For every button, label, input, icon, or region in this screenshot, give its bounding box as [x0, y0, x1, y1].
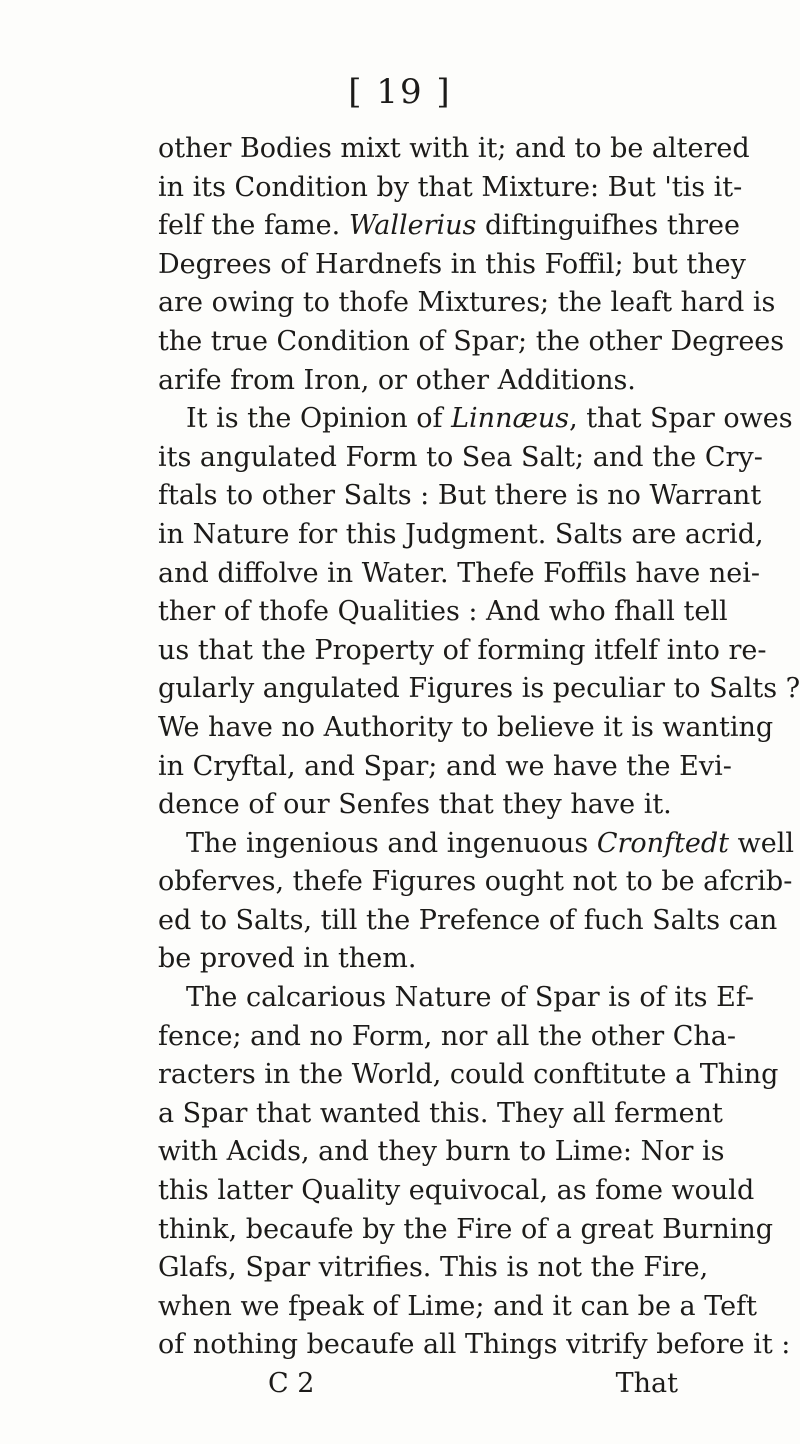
text-line [158, 439, 763, 478]
text-segment: It is the Opinion of [186, 403, 452, 435]
text-line [158, 1172, 755, 1211]
text-line [158, 169, 743, 208]
text-segment: Glafs, Spar vitrifies. This is not the Fire, [158, 1252, 709, 1284]
text-segment: arife from Iron, or other Additions. [158, 364, 636, 396]
text-segment: in its Condition by that Mixture: But 'tis it- [158, 171, 743, 203]
page-footer [158, 1365, 678, 1404]
text-line [158, 863, 793, 902]
text-segment: are owing to thofe Mixtures; the leaft hard is [158, 287, 776, 319]
text-line [158, 670, 800, 709]
text-segment: The ingenious and ingenuous [186, 827, 597, 859]
text-segment: in Cryftal, and Spar; and we have the Evi- [158, 750, 732, 782]
text-segment: diftinguifhes three [476, 210, 740, 242]
text-line [158, 207, 740, 246]
text-segment: of nothing becaufe all Things vitrify before it : [158, 1329, 791, 1361]
text-segment: fence; and no Form, nor all the other Cha- [158, 1020, 737, 1052]
text-line [158, 709, 774, 748]
text-segment: We have no Authority to believe it is wanting [158, 711, 774, 743]
text-segment: a Spar that wanted this. They all ferment [158, 1097, 723, 1129]
text-segment: when we fpeak of Lime; and it can be a Teft [158, 1290, 757, 1322]
text-segment: be proved in them. [158, 943, 417, 975]
text-segment: The calcarious Nature of Spar is of its Ef- [186, 982, 754, 1014]
text-segment: and diffolve in Water. Thefe Foffils have nei- [158, 557, 760, 589]
text-line [158, 284, 776, 323]
text-line [158, 979, 754, 1018]
text-line [158, 786, 678, 825]
text-line [158, 593, 728, 632]
text-segment: felf the fame. [158, 210, 349, 242]
text-line [158, 1249, 709, 1288]
text-line [158, 362, 678, 401]
text-line [158, 1288, 757, 1327]
text-line [158, 1133, 725, 1172]
text-segment: ed to Salts, till the Prefence of fuch Salts can [158, 904, 778, 936]
page-number: [ 19 ] [348, 72, 452, 112]
text-line [158, 1095, 723, 1134]
italic-name: Linnæus [451, 403, 570, 435]
text-line [158, 1326, 791, 1365]
text-segment: Degrees of Hardnefs in this Foffil; but they [158, 248, 746, 280]
italic-name: Wallerius [348, 210, 477, 242]
text-segment: well [729, 827, 794, 859]
text-segment: its angulated Form to Sea Salt; and the Cry- [158, 441, 763, 473]
text-line [158, 1056, 779, 1095]
text-segment: , that Spar owes [569, 403, 793, 435]
italic-name: Cronftedt [596, 827, 730, 859]
text-line [158, 902, 778, 941]
signature-mark: C 2 [268, 1368, 315, 1399]
text-segment: gularly angulated Figures is peculiar to Salts ? [158, 673, 800, 705]
body-text [158, 130, 800, 1404]
text-line [158, 555, 760, 594]
text-line [158, 516, 764, 555]
text-segment: racters in the World, could conftitute a Thing [158, 1059, 779, 1091]
text-segment: us that the Property of forming itfelf into re- [158, 634, 767, 666]
text-segment: ther of thofe Qualities : And who fhall tell [158, 596, 728, 628]
text-line [158, 940, 678, 979]
text-segment: obferves, thefe Figures ought not to be afcrib- [158, 866, 793, 898]
text-line [158, 323, 785, 362]
text-line [158, 1211, 774, 1250]
text-line [158, 632, 767, 671]
text-segment: dence of our Senfes that they have it. [158, 789, 672, 821]
text-line [158, 748, 732, 787]
text-line [158, 246, 746, 285]
text-segment: other Bodies mixt with it; and to be altered [158, 133, 750, 164]
text-line [158, 477, 762, 516]
text-segment: ftals to other Salts : But there is no Warrant [158, 480, 762, 512]
catchword: That [615, 1368, 678, 1399]
text-line [158, 400, 793, 439]
text-segment: with Acids, and they burn to Lime: Nor is [158, 1136, 725, 1168]
text-line [158, 825, 794, 864]
text-segment: in Nature for this Judgment. Salts are acrid, [158, 518, 764, 550]
text-segment: this latter Quality equivocal, as fome would [158, 1175, 755, 1207]
text-segment: think, becaufe by the Fire of a great Burning [158, 1213, 774, 1245]
text-segment: the true Condition of Spar; the other Degrees [158, 325, 785, 357]
text-line [158, 1018, 737, 1057]
text-line [158, 130, 750, 169]
